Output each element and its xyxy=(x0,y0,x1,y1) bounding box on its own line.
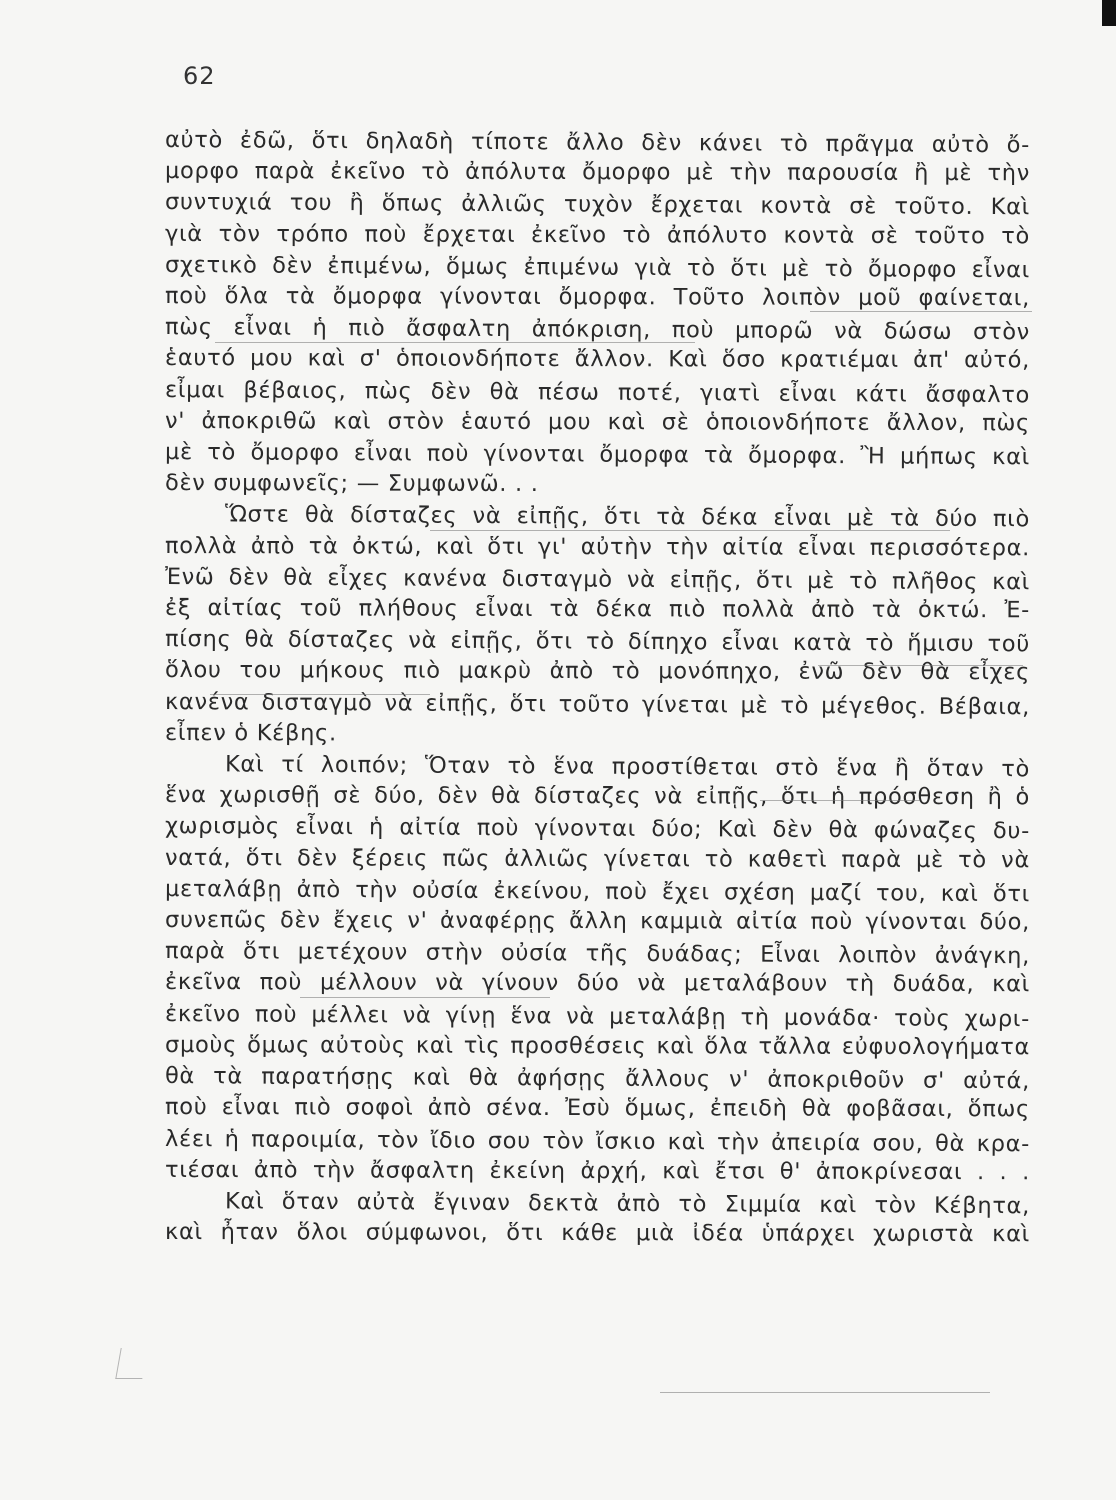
text-line: λέει ἡ παροιμία, τὸν ἴδιο σου τὸν ἴσκιο καὶ τὴν ἀπειρία σου, θὰ κρα- xyxy=(164,1125,1031,1157)
text-line: θὰ τὰ παρατήσῃς καὶ θὰ ἀφήσῃς ἄλλους ν' ἀποκριθοῦν σ' αὐτά, xyxy=(164,1063,1031,1095)
text-line: ὅλου του μήκους πιὸ μακρὺ ἀπὸ τὸ μονόπηχο, ἐνῶ δὲν θὰ εἶχες xyxy=(164,657,1031,686)
body-text xyxy=(165,125,1030,1248)
paragraph-start-line: Ὥστε θὰ δίσταζες νὰ εἰπῇς, ὅτι τὰ δέκα εἶναι μὲ τὰ δύο πιὸ xyxy=(224,501,1031,533)
text-line: εἶπεν ὁ Κέβης. xyxy=(164,719,337,747)
text-line: καὶ ἦταν ὅλοι σύμφωνοι, ὅτι κάθε μιὰ ἰδέα ὑπάρχει χωριστὰ καὶ xyxy=(164,1219,1031,1248)
pencil-underline xyxy=(660,1392,990,1393)
text-line: Ἐνῶ δὲν θὰ εἶχες κανένα δισταγμὸ νὰ εἰπῇς, ὅτι μὲ τὸ πλῆθος καὶ xyxy=(164,563,1031,596)
text-line: ποὺ εἶναι πιὸ σοφοὶ ἀπὸ σένα. Ἐσὺ ὅμως, ἐπειδὴ θὰ φοβᾶσαι, ὅπως xyxy=(164,1094,1031,1123)
text-line: συντυχιά του ἢ ὅπως ἀλλιῶς τυχὸν ἔρχεται κοντὰ σὲ τοῦτο. Καὶ xyxy=(164,189,1031,221)
paragraph-start-line: Καὶ ὅταν αὐτὰ ἔγιναν δεκτὰ ἀπὸ τὸ Σιμμία καὶ τὸν Κέβητα, xyxy=(224,1188,1031,1220)
text-line: παρὰ ὅτι μετέχουν στὴν οὐσία τῆς δυάδας; Εἶναι λοιπὸν ἀνάγκη, xyxy=(164,938,1031,970)
text-line: τιέσαι ἀπὸ τὴν ἄσφαλτη ἐκείνη ἀρχή, καὶ ἔτσι θ' ἀποκρίνεσαι . . . xyxy=(164,1156,1031,1185)
text-line: αὐτὸ ἐδῶ, ὅτι δηλαδὴ τίποτε ἄλλο δὲν κάνει τὸ πρᾶγμα αὐτὸ ὄ- xyxy=(164,127,1031,159)
text-line: κανένα δισταγμὸ νὰ εἰπῇς, ὅτι τοῦτο γίνεται μὲ τὸ μέγεθος. Βέβαια, xyxy=(164,688,1031,720)
text-line: εἶμαι βέβαιος, πὼς δὲν θὰ πέσω ποτέ, γιατὶ εἶναι κάτι ἄσφαλτο xyxy=(164,376,1031,408)
pencil-underline xyxy=(210,694,430,695)
pencil-underline xyxy=(760,800,920,801)
pencil-underline xyxy=(430,530,950,531)
pencil-underline xyxy=(300,997,550,998)
text-line: χωρισμὸς εἶναι ἡ αἰτία ποὺ γίνονται δύο; Καὶ δὲν θὰ φώναζες δυ- xyxy=(164,813,1031,845)
text-line: μεταλάβῃ ἀπὸ τὴν οὐσία ἐκείνου, ποὺ ἔχει σχέση μαζί του, καὶ ὅτι xyxy=(164,875,1031,908)
scan-corner-mark xyxy=(1102,0,1116,26)
text-line: πὼς εἶναι ἡ πιὸ ἄσφαλτη ἀπόκριση, ποὺ μπορῶ νὰ δώσω στὸν xyxy=(164,314,1031,346)
text-line: ἐξ αἰτίας τοῦ πλήθους εἶναι τὰ δέκα πιὸ πολλὰ ἀπὸ τὰ ὀκτώ. Ἐ- xyxy=(164,595,1031,624)
text-line: ν' ἀποκριθῶ καὶ στὸν ἑαυτό μου καὶ σὲ ὁποιονδήποτε ἄλλον, πὼς xyxy=(164,407,1031,437)
text-line: σμοὺς ὅμως αὐτοὺς καὶ τὶς προσθέσεις καὶ ὅλα τἄλλα εὐφυολογήματα xyxy=(164,1031,1031,1061)
text-line: μορφο παρὰ ἐκεῖνο τὸ ἀπόλυτα ὄμορφο μὲ τὴν παρουσία ἢ μὲ τὴν xyxy=(164,158,1031,187)
text-line: ἐκεῖνο ποὺ μέλλει νὰ γίνῃ ἕνα νὰ μεταλάβῃ τὴ μονάδα· τοὺς χωρι- xyxy=(164,1000,1031,1032)
paragraph-start-line: Καὶ τί λοιπόν; Ὅταν τὸ ἕνα προστίθεται στὸ ἕνα ἢ ὅταν τὸ xyxy=(224,751,1031,783)
page-number: 62 xyxy=(183,62,216,90)
text-line: ποὺ ὅλα τὰ ὄμορφα γίνονται ὄμορφα. Τοῦτο λοιπὸν μοῦ φαίνεται, xyxy=(164,283,1031,312)
text-line: μὲ τὸ ὄμορφο εἶναι ποὺ γίνονται ὄμορφα τὰ ὄμορφα. Ἢ μήπως καὶ xyxy=(164,439,1031,471)
text-line: γιὰ τὸν τρόπο ποὺ ἔρχεται ἐκεῖνο τὸ ἀπόλυτο κοντὰ σὲ τοῦτο τὸ xyxy=(164,220,1031,249)
text-line: δὲν συμφωνεῖς; — Συμφωνῶ. . . xyxy=(164,470,539,498)
pencil-underline xyxy=(810,311,1032,312)
pencil-underline xyxy=(215,342,695,343)
margin-pencil-mark xyxy=(115,1348,147,1379)
pencil-underline xyxy=(818,665,1023,666)
text-line: ἕνα χωρισθῇ σὲ δύο, δὲν θὰ δίσταζες νὰ εἰπῇς, ὅτι ἡ πρόσθεση ἢ ὁ xyxy=(164,782,1031,811)
text-line: νατά, ὅτι δὲν ξέρεις πῶς ἀλλιῶς γίνεται τὸ καθετὶ παρὰ μὲ τὸ νὰ xyxy=(164,844,1031,873)
text-line: συνεπῶς δὲν ἔχεις ν' ἀναφέρῃς ἄλλη καμμιὰ αἰτία ποὺ γίνονται δύο, xyxy=(164,907,1031,936)
text-line: ἑαυτό μου καὶ σ' ὁποιονδήποτε ἄλλον. Καὶ ὅσο κρατιέμαι ἀπ' αὐτό, xyxy=(164,345,1031,374)
text-line: πολλὰ ἀπὸ τὰ ὀκτώ, καὶ ὅτι γι' αὐτὴν τὴν αἰτία εἶναι περισσότερα. xyxy=(164,532,1031,561)
text-line: ἐκεῖνα ποὺ μέλλουν νὰ γίνουν δύο νὰ μεταλάβουν τὴ δυάδα, καὶ xyxy=(164,969,1031,998)
text-line: σχετικὸ δὲν ἐπιμένω, ὅμως ἐπιμένω γιὰ τὸ ὅτι μὲ τὸ ὄμορφο εἶναι xyxy=(164,251,1031,284)
text-line: πίσης θὰ δίσταζες νὰ εἰπῇς, ὅτι τὸ δίπηχο εἶναι κατὰ τὸ ἥμισυ τοῦ xyxy=(164,626,1031,658)
